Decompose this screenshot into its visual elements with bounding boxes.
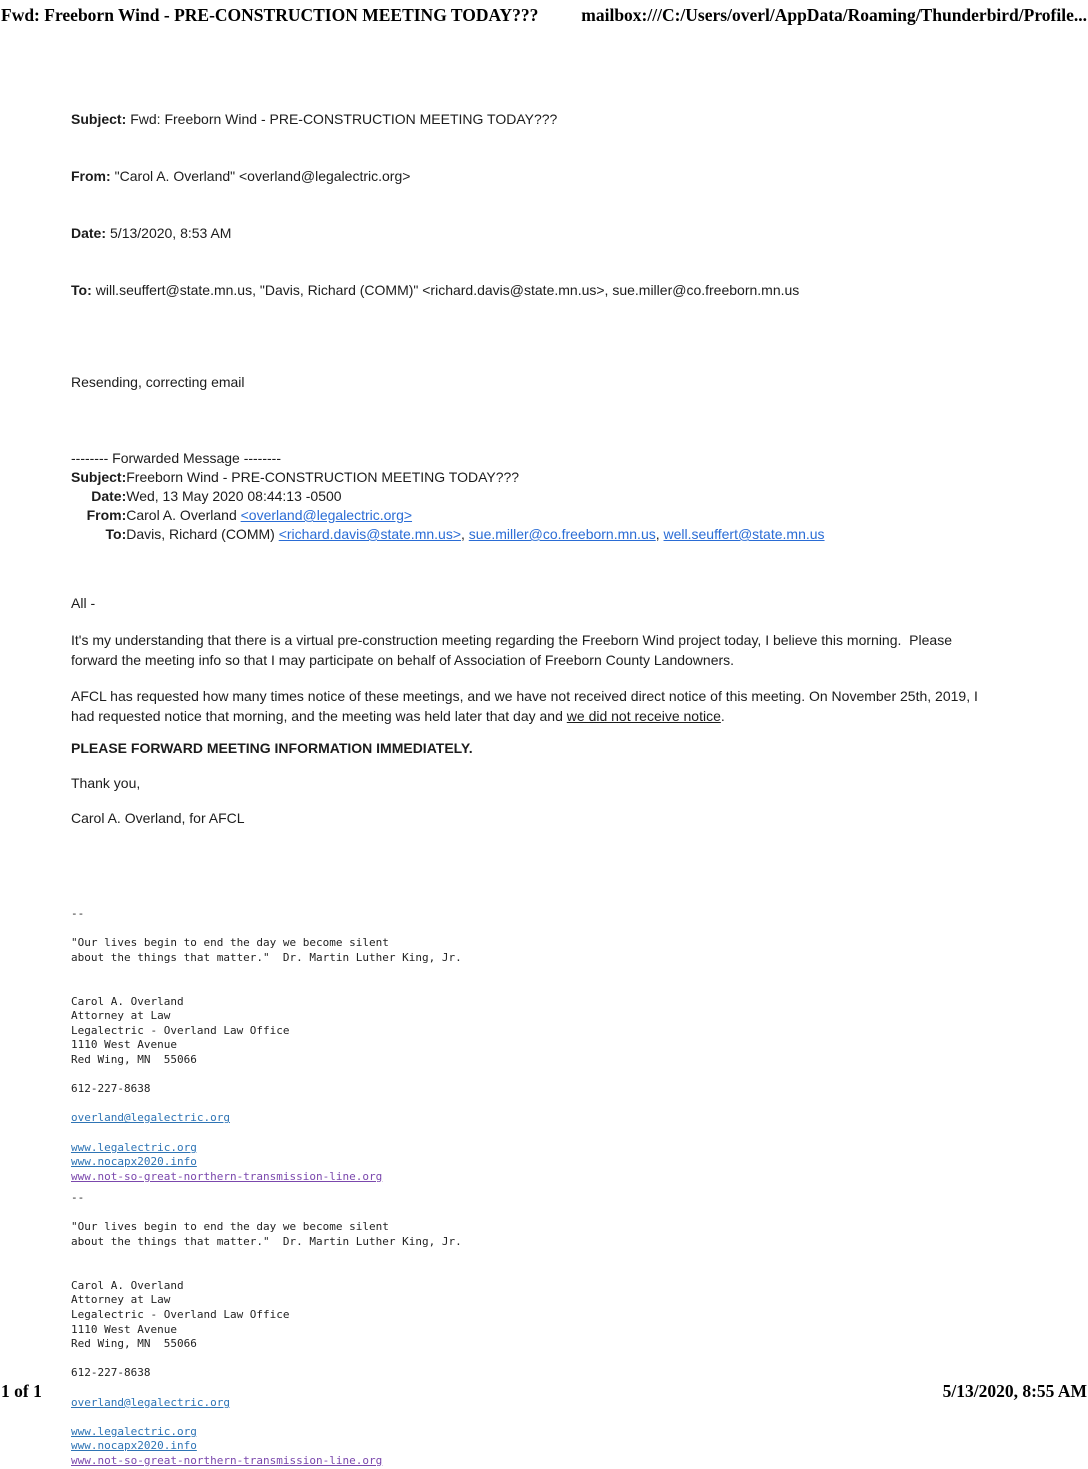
signature-street: 1110 West Avenue (71, 1038, 177, 1052)
paragraph-2-line-2 (71, 706, 1038, 726)
request-line: PLEASE FORWARD MEETING INFORMATION IMMEDIATELY. (71, 740, 473, 756)
paragraph-1-line-2: forward the meeting info so that I may participate on behalf of Association of Freeborn County Landowners. (71, 652, 735, 668)
paragraph-2 (71, 686, 1038, 726)
forwarded-to-email-link-3[interactable]: well.seuffert@state.mn.us (663, 526, 825, 542)
page-number: 1 of 1 (1, 1381, 42, 1401)
subject-value: Fwd: Freeborn Wind - PRE-CONSTRUCTION MEETING TODAY??? (130, 111, 558, 127)
signature-phone: 612-227-8638 (71, 1366, 151, 1380)
spacer (71, 1206, 1038, 1221)
signature-email-link[interactable]: overland@legalectric.org (71, 1395, 230, 1409)
forwarded-from-row (71, 506, 825, 525)
signature-title: Attorney at Law (71, 1293, 171, 1307)
to-label: To: (71, 282, 92, 298)
from-label: From: (71, 168, 111, 184)
forwarded-from-email-link[interactable]: <overland@legalectric.org> (240, 507, 413, 523)
signature-divider: -- (71, 1191, 85, 1205)
signature-city-state-zip: Red Wing, MN 55066 (71, 1052, 197, 1066)
spacer (71, 922, 1038, 937)
closing: Thank you, (71, 775, 141, 791)
date-value: 5/13/2020, 8:53 AM (110, 225, 232, 241)
signature-phone: 612-227-8638 (71, 1082, 151, 1096)
signature-block-2 (71, 1191, 1038, 1468)
signature-name: Carol A. Overland (71, 1278, 184, 1292)
signature-quote-line-1: "Our lives begin to end the day we become silent (71, 936, 389, 950)
date-label: Date: (71, 225, 107, 241)
spacer (71, 1410, 1038, 1425)
spacer (71, 965, 1038, 994)
paragraph-2-line-1: AFCL has requested how many times notice of these meetings, and we have not received direct notice of this meeting. On November 25th, 2019, I (71, 688, 978, 704)
intro-text: Resending, correcting email (71, 374, 245, 390)
from-value: "Carol A. Overland" <overland@legalectric.org> (114, 168, 411, 184)
print-header-title: Fwd: Freeborn Wind - PRE-CONSTRUCTION MEETING TODAY??? (1, 5, 539, 25)
signature-city-state-zip: Red Wing, MN 55066 (71, 1337, 197, 1351)
forwarded-to-value (126, 525, 824, 544)
date-row (71, 224, 1038, 243)
spacer (71, 1097, 1038, 1112)
signature-quote-line-1: "Our lives begin to end the day we become silent (71, 1220, 389, 1234)
spacer (71, 1352, 1038, 1367)
from-row (71, 167, 1038, 186)
message-headers (71, 72, 1038, 338)
print-footer (1, 1381, 1087, 1402)
forwarded-from-name: Carol A. Overland (126, 507, 241, 523)
forwarded-date-label: Date: (91, 488, 127, 504)
forwarded-to-name: Davis, Richard (COMM) (126, 526, 279, 542)
forwarded-subject-row (71, 468, 825, 487)
forwarded-title: -------- Forwarded Message -------- (71, 450, 281, 466)
paragraph-2-period: . (720, 708, 725, 724)
to-row (71, 281, 1038, 300)
paragraph-1-line-1: It's my understanding that there is a virtual pre-construction meeting regarding the Freeborn Wind project today, I believe this morning. Please (71, 632, 952, 648)
forwarded-to-label: To: (105, 526, 127, 542)
salutation: All - (71, 595, 96, 611)
forwarded-date-row (71, 487, 825, 506)
spacer (71, 1068, 1038, 1083)
website-link-1[interactable]: www.legalectric.org (71, 1140, 197, 1154)
signature-email-link[interactable]: overland@legalectric.org (71, 1111, 230, 1125)
signature-quote-line-2: about the things that matter." Dr. Martin Luther King, Jr. (71, 950, 462, 964)
website-link-2[interactable]: www.nocapx2020.info (71, 1155, 197, 1169)
forwarded-to-email-link-2[interactable]: sue.miller@co.freeborn.mn.us (468, 526, 656, 542)
to-value: will.seuffert@state.mn.us, "Davis, Richard (COMM)" <richard.davis@state.mn.us>, sue.miller@co.freeborn.mn.us (95, 282, 800, 298)
forwarded-message-header (71, 449, 1038, 544)
signature-divider: -- (71, 907, 85, 920)
print-timestamp: 5/13/2020, 8:55 AM (942, 1381, 1087, 1401)
forwarded-from-value (126, 506, 824, 525)
signoff: Carol A. Overland, for AFCL (71, 810, 245, 826)
print-header (1, 5, 1087, 26)
website-link-2[interactable]: www.nocapx2020.info (71, 1439, 197, 1453)
subject-label: Subject: (71, 111, 127, 127)
subject-row (71, 110, 1038, 129)
signature-firm: Legalectric - Overland Law Office (71, 1308, 290, 1322)
forwarded-subject-label: Subject: (71, 469, 127, 485)
underlined-phrase: we did not receive notice (566, 708, 721, 724)
forwarded-subject-value: Freeborn Wind - PRE-CONSTRUCTION MEETING TODAY??? (126, 469, 520, 485)
signature-block-1 (71, 907, 1038, 1184)
forwarded-to-row (71, 525, 825, 544)
signature-quote-line-2: about the things that matter." Dr. Martin Luther King, Jr. (71, 1235, 462, 1249)
forwarded-from-label: From: (86, 507, 127, 523)
website-link-3[interactable]: www.not-so-great-northern-transmission-line.org (71, 1453, 383, 1467)
spacer (71, 1250, 1038, 1279)
forwarded-to-email-link-1[interactable]: <richard.davis@state.mn.us> (278, 526, 461, 542)
paragraph-1 (71, 630, 1038, 670)
print-header-source-url: mailbox:///C:/Users/overl/AppData/Roaming/Thunderbird/Profile... (581, 5, 1087, 25)
signature-name: Carol A. Overland (71, 994, 184, 1008)
signature-title: Attorney at Law (71, 1009, 171, 1023)
spacer (71, 1126, 1038, 1141)
signature-firm: Legalectric - Overland Law Office (71, 1023, 290, 1037)
website-link-1[interactable]: www.legalectric.org (71, 1424, 197, 1438)
forwarded-header-table (71, 468, 825, 544)
website-link-3[interactable]: www.not-so-great-northern-transmission-line.org (71, 1169, 383, 1183)
paragraph-2-line-2-text: had requested notice that morning, and the meeting was held later that day and (71, 708, 567, 724)
forwarded-to-separator-1: , (461, 526, 469, 542)
forwarded-date-value: Wed, 13 May 2020 08:44:13 -0500 (126, 488, 342, 504)
signature-street: 1110 West Avenue (71, 1322, 177, 1336)
forwarded-to-separator-2: , (655, 526, 664, 542)
